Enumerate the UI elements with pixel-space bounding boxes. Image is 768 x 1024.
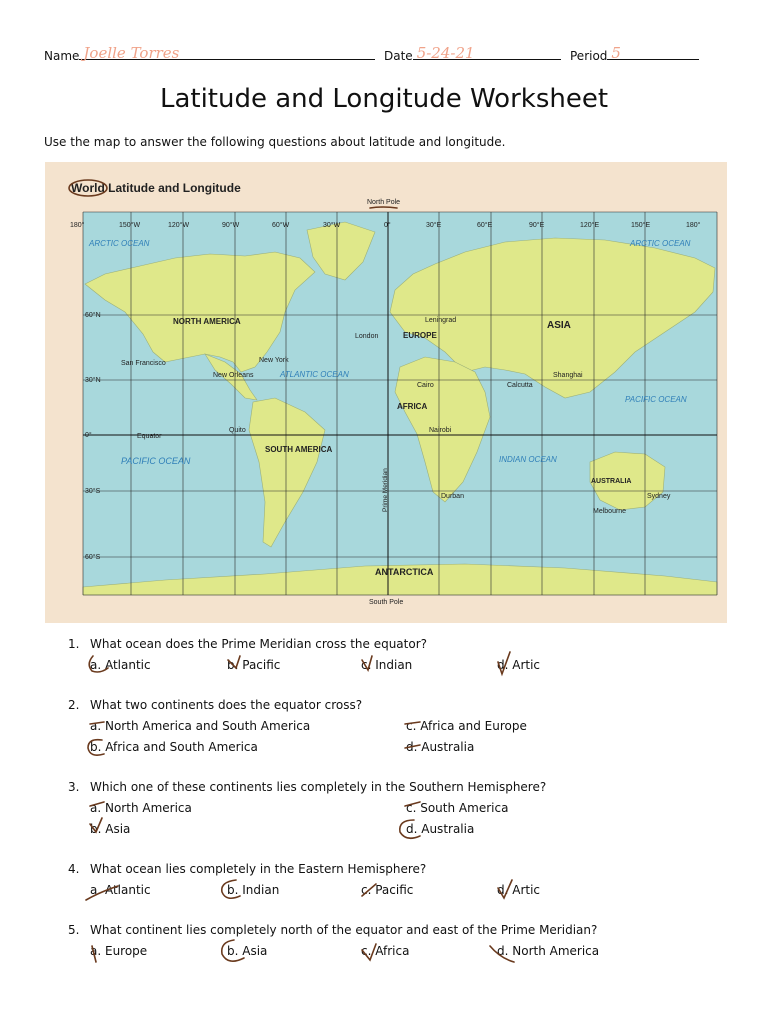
city-label: London	[355, 333, 379, 340]
south-pole-label: South Pole	[369, 599, 404, 606]
question-text: What ocean lies completely in the Eastern Hemisphere?	[90, 862, 427, 876]
continent-label: ASIA	[547, 320, 571, 331]
ocean-label: PACIFIC OCEAN	[121, 456, 191, 466]
longitude-label: 30°W	[323, 222, 341, 229]
world-map-svg	[45, 162, 727, 623]
continent-label: SOUTH AMERICA	[265, 445, 333, 454]
continent-label: EUROPE	[403, 331, 437, 340]
date-value: 5-24-21	[416, 44, 475, 62]
instructions-text: Use the map to answer the following questions about latitude and longitude.	[44, 135, 506, 149]
answer-option[interactable]: b. Pacific	[227, 658, 281, 672]
period-label: Period	[570, 49, 608, 63]
map-title: World Latitude and Longitude	[71, 181, 241, 195]
continent-label: ANTARCTICA	[375, 567, 434, 577]
latitude-label: 0°	[85, 432, 92, 439]
question-text: What ocean does the Prime Meridian cross the equator?	[90, 637, 428, 651]
date-label: Date	[384, 49, 413, 63]
city-label: Calcutta	[507, 382, 533, 389]
longitude-label: 0°	[384, 222, 391, 229]
answer-option[interactable]: d. Artic	[497, 658, 541, 672]
answer-option[interactable]: c. Africa	[361, 944, 410, 958]
city-label: Quito	[229, 427, 246, 434]
answer-option[interactable]: a. North America	[90, 801, 192, 815]
period-value: 5	[611, 44, 621, 62]
answer-option[interactable]: b. Asia	[227, 944, 268, 958]
longitude-label: 150°E	[631, 222, 651, 229]
longitude-label: 30°E	[426, 222, 442, 229]
answer-option[interactable]: a. Europe	[90, 944, 148, 958]
latitude-label: 30°N	[85, 377, 101, 384]
answer-option[interactable]: c. Africa and Europe	[406, 719, 527, 733]
longitude-label: 90°W	[222, 222, 240, 229]
longitude-label: 60°E	[477, 222, 493, 229]
longitude-label: 90°E	[529, 222, 545, 229]
city-label: Nairobi	[429, 427, 452, 434]
answer-option[interactable]: c. Indian	[361, 658, 413, 672]
longitude-label: 180°	[686, 222, 701, 229]
answer-option[interactable]: d. Australia	[406, 740, 475, 754]
date-field[interactable]	[384, 44, 561, 63]
city-label: Durban	[441, 493, 464, 500]
longitude-label: 60°W	[272, 222, 290, 229]
ocean-label: ARCTIC OCEAN	[89, 239, 150, 248]
ocean-label: INDIAN OCEAN	[499, 455, 557, 464]
prime-meridian-label: Prime Meridian	[382, 468, 389, 512]
longitude-label: 150°W	[119, 222, 141, 229]
continent-label: AUSTRALIA	[591, 478, 632, 485]
equator-label: Equator	[137, 433, 162, 440]
city-label: Sydney	[647, 493, 671, 500]
worksheet-title: Latitude and Longitude Worksheet	[159, 84, 609, 114]
city-label: Shanghai	[553, 372, 583, 379]
city-label: New Orleans	[213, 372, 254, 379]
pen-underline-mark	[370, 207, 397, 208]
name-label: Name	[44, 49, 80, 63]
question-text: What continent lies completely north of the equator and east of the Prime Meridian?	[90, 923, 598, 937]
continent-label: NORTH AMERICA	[173, 317, 241, 326]
continent-label: AFRICA	[397, 402, 428, 411]
answer-option[interactable]: a. Atlantic	[90, 658, 151, 672]
longitude-label: 120°W	[168, 222, 190, 229]
city-label: Cairo	[417, 382, 434, 389]
city-label: San Francisco	[121, 360, 166, 367]
city-label: Melbourne	[593, 508, 627, 515]
longitude-label: 120°E	[580, 222, 600, 229]
student-info-header	[44, 44, 724, 67]
ocean-label: ATLANTIC OCEAN	[280, 370, 349, 379]
answer-option[interactable]: c. Pacific	[361, 883, 414, 897]
world-map	[45, 162, 727, 623]
answer-option[interactable]: a. Atlantic	[90, 883, 151, 897]
north-pole-label: North Pole	[367, 199, 401, 206]
ocean-label: ARCTIC OCEAN	[630, 239, 691, 248]
period-field[interactable]	[570, 44, 699, 63]
question-text: Which one of these continents lies completely in the Southern Hemisphere?	[90, 780, 547, 794]
longitude-label: 180°	[70, 222, 85, 229]
answer-option[interactable]: d. North America	[497, 944, 600, 958]
question-text: What two continents does the equator cross?	[90, 698, 363, 712]
answer-option[interactable]: b. Asia	[90, 822, 131, 836]
city-label: New York	[259, 357, 289, 364]
ocean-label: PACIFIC OCEAN	[625, 395, 687, 404]
answer-option[interactable]: d. Australia	[406, 822, 475, 836]
latitude-label: 60°S	[85, 554, 101, 561]
name-value: Joelle Torres	[83, 44, 180, 62]
answer-option[interactable]: c. South America	[406, 801, 509, 815]
answer-option[interactable]: a. North America and South America	[90, 719, 311, 733]
answer-option[interactable]: d. Artic	[497, 883, 541, 897]
name-field[interactable]	[44, 44, 375, 63]
answer-option[interactable]: b. Africa and South America	[90, 740, 258, 754]
latitude-label: 60°N	[85, 312, 101, 319]
latitude-label: 30°S	[85, 488, 101, 495]
answer-option[interactable]: b. Indian	[227, 883, 280, 897]
city-label: Leningrad	[425, 317, 457, 324]
